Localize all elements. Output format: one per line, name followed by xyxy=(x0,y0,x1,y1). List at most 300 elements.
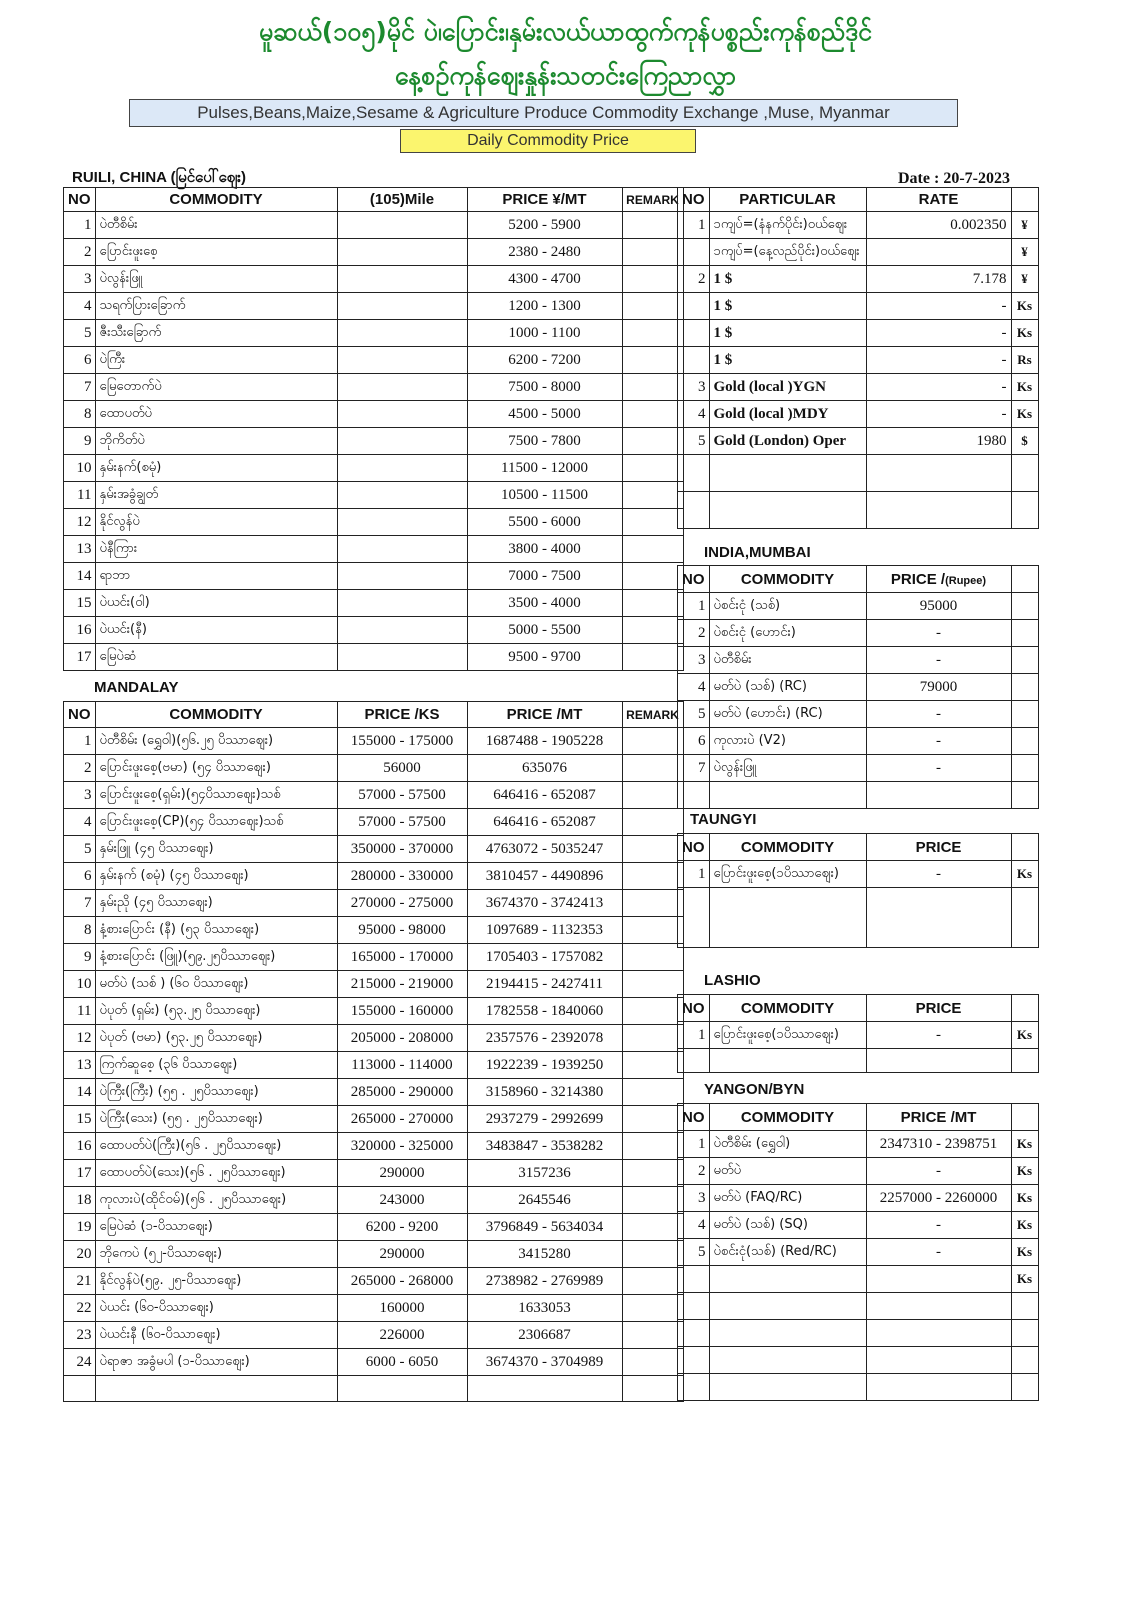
table-cell xyxy=(866,492,1011,529)
table-cell: Gold (London) Oper xyxy=(709,428,866,455)
table-cell xyxy=(622,374,683,401)
table-cell xyxy=(678,1320,710,1347)
table-cell xyxy=(709,782,866,809)
table-cell xyxy=(622,863,683,890)
table-cell: 2645546 xyxy=(467,1187,622,1214)
table-row xyxy=(64,1133,684,1160)
table-cell: ထောပတ်ပဲ(ကြီး)(၅၆ . ၂၅ပိဿာဈေး) xyxy=(95,1133,337,1160)
table-cell xyxy=(1011,728,1038,755)
table-cell: 3 xyxy=(678,1185,710,1212)
table-cell xyxy=(1011,888,1038,948)
table-cell: ပဲယင်းနီ (၆၀-ပိဿာဈေး) xyxy=(95,1322,337,1349)
lashio-price-table xyxy=(677,994,1039,1073)
table-cell: မတ်ပဲ (သစ်) (SQ) xyxy=(709,1212,866,1239)
table-cell: 265000 - 270000 xyxy=(337,1106,467,1133)
table-row xyxy=(64,266,684,293)
table-cell: ပဲယင်း(ဝါ) xyxy=(95,590,337,617)
table-cell xyxy=(622,1295,683,1322)
table-cell: 2306687 xyxy=(467,1322,622,1349)
table-cell: 2380 - 2480 xyxy=(467,239,622,266)
table-cell xyxy=(866,455,1011,492)
table-row xyxy=(678,701,1039,728)
india-section-label: INDIA,MUMBAI xyxy=(704,544,811,561)
table-cell: 2 xyxy=(64,239,96,266)
table-cell: 3796849 - 5634034 xyxy=(467,1214,622,1241)
table-cell: 1 $ xyxy=(709,293,866,320)
table-cell: 7 xyxy=(64,890,96,917)
table-cell xyxy=(678,1347,710,1374)
table-header-row xyxy=(678,995,1039,1022)
table-cell: 95000 - 98000 xyxy=(337,917,467,944)
table-cell: 0.002350 xyxy=(866,212,1011,239)
table-row xyxy=(678,266,1039,293)
table-cell: 1200 - 1300 xyxy=(467,293,622,320)
table-cell: မြေပဲဆံ xyxy=(95,644,337,671)
table-cell xyxy=(709,492,866,529)
table-row xyxy=(64,239,684,266)
table-cell: Ks xyxy=(1011,401,1038,428)
col-header-no: NO xyxy=(678,566,710,593)
table-row xyxy=(678,593,1039,620)
table-cell: ဇီးသီးခြောက် xyxy=(95,320,337,347)
table-cell xyxy=(678,455,710,492)
table-cell: 290000 xyxy=(337,1241,467,1268)
table-cell: ပြောင်းဖူးစေ့(၁ပိဿာဈေး) xyxy=(709,861,866,888)
table-cell xyxy=(678,1293,710,1320)
table-cell xyxy=(709,1293,866,1320)
table-row xyxy=(64,1025,684,1052)
col-header-no: NO xyxy=(678,188,710,212)
table-row xyxy=(64,428,684,455)
table-row xyxy=(64,644,684,671)
table-row xyxy=(64,509,684,536)
table-cell: 1000 - 1100 xyxy=(467,320,622,347)
table-cell xyxy=(622,1376,683,1402)
table-cell: 15 xyxy=(64,1106,96,1133)
col-header-commodity: COMMODITY xyxy=(95,188,337,212)
table-cell: 6200 - 7200 xyxy=(467,347,622,374)
table-cell: 6200 - 9200 xyxy=(337,1214,467,1241)
table-cell: 265000 - 268000 xyxy=(337,1268,467,1295)
table-cell xyxy=(337,239,467,266)
table-cell: 15 xyxy=(64,590,96,617)
table-cell xyxy=(337,590,467,617)
table-cell xyxy=(866,1374,1011,1401)
col-header-price-mt: PRICE /MT xyxy=(467,702,622,728)
table-cell: 7000 - 7500 xyxy=(467,563,622,590)
ruili-price-table xyxy=(63,187,684,671)
table-cell: မတ်ပဲ (ဟောင်း) (RC) xyxy=(709,701,866,728)
table-cell: 155000 - 175000 xyxy=(337,728,467,755)
table-cell: 56000 xyxy=(337,755,467,782)
table-cell: Ks xyxy=(1011,1239,1038,1266)
table-row xyxy=(678,728,1039,755)
table-cell: 5 xyxy=(678,428,710,455)
table-cell: ကုလားပဲ(ထိုင်ဝမ်)(၅၆ . ၂၅ပိဿာဈေး) xyxy=(95,1187,337,1214)
table-header-row xyxy=(64,702,684,728)
table-cell xyxy=(1011,701,1038,728)
table-cell: 646416 - 652087 xyxy=(467,782,622,809)
table-cell: 14 xyxy=(64,1079,96,1106)
table-cell: 8 xyxy=(64,917,96,944)
table-cell: ပြောင်းဖူးစေ့(CP)(၅၄ ပိဿာဈေး)သစ် xyxy=(95,809,337,836)
table-cell: မတ်ပဲ (FAQ/RC) xyxy=(709,1185,866,1212)
table-cell xyxy=(622,944,683,971)
table-cell xyxy=(622,998,683,1025)
table-cell: 1097689 - 1132353 xyxy=(467,917,622,944)
table-cell: ပဲတီစိမ်း (ရွှေဝါ)(၅၆.၂၅ ပိဿာဈေး) xyxy=(95,728,337,755)
table-cell xyxy=(709,1320,866,1347)
table-row xyxy=(64,890,684,917)
mandalay-price-table xyxy=(63,701,684,1402)
table-cell: ပဲပုတ် (ဗမာ) (၅၃.၂၅ ပိဿာဈေး) xyxy=(95,1025,337,1052)
table-cell: မြေပဲဆံ (၁-ပိဿာဈေး) xyxy=(95,1214,337,1241)
col-header-unit xyxy=(1011,188,1038,212)
table-cell xyxy=(1011,1049,1038,1073)
table-row xyxy=(64,836,684,863)
table-cell xyxy=(622,836,683,863)
table-cell: - xyxy=(866,347,1011,374)
table-cell: နိုင်လွန်ပဲ(၅၉. ၂၅-ပိဿာဈေး) xyxy=(95,1268,337,1295)
col-header-no: NO xyxy=(64,702,96,728)
table-row xyxy=(64,1214,684,1241)
table-row xyxy=(64,212,684,239)
table-row xyxy=(678,374,1039,401)
table-cell xyxy=(337,1376,467,1402)
table-cell: 16 xyxy=(64,1133,96,1160)
table-cell xyxy=(622,563,683,590)
table-cell xyxy=(337,347,467,374)
col-header-unit xyxy=(1011,1104,1038,1131)
table-cell: - xyxy=(866,1158,1011,1185)
table-cell: မတ်ပဲ (သစ် ) (၆၀ ပိဿာဈေး) xyxy=(95,971,337,998)
table-cell: 1 xyxy=(678,1022,710,1049)
table-cell: 205000 - 208000 xyxy=(337,1025,467,1052)
table-cell: မြေတောက်ပဲ xyxy=(95,374,337,401)
table-cell: 1 xyxy=(64,212,96,239)
table-cell: Ks xyxy=(1011,1158,1038,1185)
table-cell: 16 xyxy=(64,617,96,644)
table-row xyxy=(64,293,684,320)
table-cell: 4 xyxy=(64,809,96,836)
table-cell xyxy=(622,617,683,644)
table-cell: နိုင်လွန်ပဲ xyxy=(95,509,337,536)
table-cell: ပဲနီကြား xyxy=(95,536,337,563)
table-row xyxy=(64,998,684,1025)
table-cell: 95000 xyxy=(866,593,1011,620)
table-cell: 2738982 - 2769989 xyxy=(467,1268,622,1295)
table-cell xyxy=(337,374,467,401)
table-row xyxy=(678,674,1039,701)
table-row xyxy=(678,755,1039,782)
table-row xyxy=(64,863,684,890)
table-cell xyxy=(622,401,683,428)
table-cell xyxy=(622,890,683,917)
table-row xyxy=(64,1241,684,1268)
table-cell: 12 xyxy=(64,509,96,536)
col-header-no: NO xyxy=(678,995,710,1022)
table-cell: - xyxy=(866,320,1011,347)
table-cell: 635076 xyxy=(467,755,622,782)
table-cell: 1687488 - 1905228 xyxy=(467,728,622,755)
table-cell: 79000 xyxy=(866,674,1011,701)
table-cell: 646416 - 652087 xyxy=(467,809,622,836)
table-row xyxy=(64,536,684,563)
table-cell: 9500 - 9700 xyxy=(467,644,622,671)
table-cell: ပဲတီစိမ်း xyxy=(95,212,337,239)
table-cell xyxy=(622,644,683,671)
table-row xyxy=(64,755,684,782)
table-cell: - xyxy=(866,728,1011,755)
table-cell: ဘိုကိတ်ပဲ xyxy=(95,428,337,455)
table-cell: Ks xyxy=(1011,1212,1038,1239)
table-row xyxy=(678,401,1039,428)
table-cell: 14 xyxy=(64,563,96,590)
report-date: Date : 20-7-2023 xyxy=(898,170,1010,187)
table-cell: နှမ်းနက်(စမုံ) xyxy=(95,455,337,482)
table-row xyxy=(678,1131,1039,1158)
table-cell: 6 xyxy=(64,863,96,890)
table-cell: - xyxy=(866,401,1011,428)
table-cell: 1 xyxy=(64,728,96,755)
table-cell: ပြောင်းဖူးစေ့(၁ပိဿာဈေး) xyxy=(709,1022,866,1049)
table-row xyxy=(64,1268,684,1295)
table-cell xyxy=(622,1268,683,1295)
table-cell xyxy=(678,293,710,320)
table-row xyxy=(678,428,1039,455)
col-header-price: PRICE ¥/MT xyxy=(467,188,622,212)
table-row xyxy=(64,809,684,836)
table-cell: $ xyxy=(1011,428,1038,455)
title-myanmar-line-1: မူဆယ်(၁၀၅)မိုင် ပဲ၊ပြောင်း၊နှမ်းလယ်ယာထွက်ကုန်ပစ္စည်းကုန်စည်ဒိုင် xyxy=(258,17,872,46)
table-cell xyxy=(622,755,683,782)
table-row-empty xyxy=(678,492,1039,529)
table-cell: 290000 xyxy=(337,1160,467,1187)
table-cell xyxy=(622,590,683,617)
table-cell: ပဲလွန်းဖြူ xyxy=(95,266,337,293)
col-header-remark: REMARK xyxy=(622,702,683,728)
table-cell: 19 xyxy=(64,1214,96,1241)
table-cell xyxy=(709,1266,866,1293)
table-cell: ပဲတီစိမ်း xyxy=(709,647,866,674)
table-cell: မတ်ပဲ xyxy=(709,1158,866,1185)
table-cell: 1 $ xyxy=(709,320,866,347)
table-cell: 21 xyxy=(64,1268,96,1295)
table-cell: 11 xyxy=(64,482,96,509)
table-cell xyxy=(622,809,683,836)
table-cell xyxy=(622,1133,683,1160)
yangon-price-table xyxy=(677,1103,1039,1401)
col-header-commodity: COMMODITY xyxy=(709,566,866,593)
table-cell: - xyxy=(866,861,1011,888)
table-cell: 3158960 - 3214380 xyxy=(467,1079,622,1106)
table-cell: 11500 - 12000 xyxy=(467,455,622,482)
exchange-rate-table xyxy=(677,187,1039,529)
table-cell: 57000 - 57500 xyxy=(337,809,467,836)
table-row xyxy=(64,782,684,809)
table-cell: ပဲကြီး xyxy=(95,347,337,374)
table-cell xyxy=(709,1374,866,1401)
table-cell: Ks xyxy=(1011,293,1038,320)
table-row xyxy=(64,728,684,755)
table-cell xyxy=(1011,455,1038,492)
table-cell xyxy=(622,1052,683,1079)
table-cell xyxy=(866,1293,1011,1320)
table-cell xyxy=(678,782,710,809)
table-cell: 11 xyxy=(64,998,96,1025)
table-cell: 5 xyxy=(678,701,710,728)
table-row-empty xyxy=(678,455,1039,492)
table-cell xyxy=(866,1320,1011,1347)
table-row xyxy=(678,239,1039,266)
col-header-commodity: COMMODITY xyxy=(709,995,866,1022)
table-cell xyxy=(709,1049,866,1073)
table-cell: 1 xyxy=(678,593,710,620)
table-cell xyxy=(709,1347,866,1374)
table-cell: Ks xyxy=(1011,320,1038,347)
table-cell: 8 xyxy=(64,401,96,428)
table-cell xyxy=(678,888,710,948)
col-header-unit xyxy=(1011,834,1038,861)
table-cell xyxy=(1011,755,1038,782)
table-cell: 3800 - 4000 xyxy=(467,536,622,563)
table-cell xyxy=(622,266,683,293)
table-cell: ပဲရာဇာ အခွံမပါ (၁-ပိဿာဈေး) xyxy=(95,1349,337,1376)
table-cell: 3 xyxy=(678,647,710,674)
table-cell: ပဲကြီး(သေး) (၅၅ . ၂၅ပိဿာဈေး) xyxy=(95,1106,337,1133)
col-header-no: NO xyxy=(678,1104,710,1131)
table-row xyxy=(64,455,684,482)
table-cell xyxy=(622,347,683,374)
table-cell xyxy=(337,563,467,590)
table-cell: 3500 - 4000 xyxy=(467,590,622,617)
table-cell: 1 $ xyxy=(709,347,866,374)
col-header-price: PRICE xyxy=(866,834,1011,861)
table-cell: 4763072 - 5035247 xyxy=(467,836,622,863)
table-cell xyxy=(866,1347,1011,1374)
table-cell: 2 xyxy=(678,1158,710,1185)
table-cell: - xyxy=(866,1239,1011,1266)
table-cell: 5200 - 5900 xyxy=(467,212,622,239)
table-cell: 9 xyxy=(64,944,96,971)
table-cell: 270000 - 275000 xyxy=(337,890,467,917)
table-cell xyxy=(866,782,1011,809)
table-row xyxy=(678,212,1039,239)
col-header-no: NO xyxy=(678,834,710,861)
table-cell: 6 xyxy=(64,347,96,374)
table-cell: 4300 - 4700 xyxy=(467,266,622,293)
table-cell: 3157236 xyxy=(467,1160,622,1187)
yangon-section-label: YANGON/BYN xyxy=(704,1081,805,1098)
table-cell: ပြောင်းဖူးစေ့(ဗမာ) (၅၄ ပိဿာဈေး) xyxy=(95,755,337,782)
table-cell: 280000 - 330000 xyxy=(337,863,467,890)
table-cell: 4 xyxy=(678,1212,710,1239)
table-cell xyxy=(622,455,683,482)
table-cell: 350000 - 370000 xyxy=(337,836,467,863)
table-row xyxy=(678,320,1039,347)
table-cell: 160000 xyxy=(337,1295,467,1322)
table-cell xyxy=(337,428,467,455)
table-cell: 24 xyxy=(64,1349,96,1376)
table-cell: 2357576 - 2392078 xyxy=(467,1025,622,1052)
table-cell xyxy=(622,320,683,347)
table-cell xyxy=(622,1214,683,1241)
table-cell: 285000 - 290000 xyxy=(337,1079,467,1106)
table-row xyxy=(678,1185,1039,1212)
table-cell: ¥ xyxy=(1011,266,1038,293)
table-cell: 3415280 xyxy=(467,1241,622,1268)
table-cell xyxy=(1011,674,1038,701)
table-row xyxy=(64,1079,684,1106)
table-cell xyxy=(709,455,866,492)
table-cell: - xyxy=(866,647,1011,674)
col-header-remark: REMARK xyxy=(622,188,683,212)
table-row xyxy=(64,374,684,401)
table-row xyxy=(64,1349,684,1376)
table-cell: 1922239 - 1939250 xyxy=(467,1052,622,1079)
table-row xyxy=(64,320,684,347)
table-cell xyxy=(678,320,710,347)
table-cell: 17 xyxy=(64,1160,96,1187)
table-cell xyxy=(622,1187,683,1214)
table-cell: Ks xyxy=(1011,1185,1038,1212)
table-cell: Ks xyxy=(1011,1022,1038,1049)
table-cell: 3 xyxy=(678,374,710,401)
table-row xyxy=(64,917,684,944)
table-cell xyxy=(337,455,467,482)
table-cell: 226000 xyxy=(337,1322,467,1349)
table-cell: နှမ်းညို (၄၅ ပိဿာဈေး) xyxy=(95,890,337,917)
table-cell: 4 xyxy=(64,293,96,320)
table-cell: Ks xyxy=(1011,1266,1038,1293)
table-cell: ကုလားပဲ (V2) xyxy=(709,728,866,755)
table-cell: 3 xyxy=(64,782,96,809)
table-cell: 1 xyxy=(678,861,710,888)
table-cell xyxy=(337,320,467,347)
table-cell xyxy=(467,1376,622,1402)
table-header-row xyxy=(678,1104,1039,1131)
table-cell: Ks xyxy=(1011,861,1038,888)
table-cell: Ks xyxy=(1011,1131,1038,1158)
table-cell: ¥ xyxy=(1011,212,1038,239)
col-header-commodity: COMMODITY xyxy=(709,834,866,861)
table-cell: 7 xyxy=(678,755,710,782)
table-cell xyxy=(622,971,683,998)
table-row xyxy=(64,590,684,617)
table-cell: 1 $ xyxy=(709,266,866,293)
table-cell xyxy=(622,917,683,944)
table-cell: ¥ xyxy=(1011,239,1038,266)
table-cell xyxy=(622,1079,683,1106)
table-cell: 5500 - 6000 xyxy=(467,509,622,536)
table-cell xyxy=(678,1374,710,1401)
table-cell: 7 xyxy=(64,374,96,401)
table-cell: 4500 - 5000 xyxy=(467,401,622,428)
table-row xyxy=(678,293,1039,320)
india-price-table xyxy=(677,565,1039,809)
table-cell xyxy=(337,617,467,644)
col-header-particular: PARTICULAR xyxy=(709,188,866,212)
table-cell: 1980 xyxy=(866,428,1011,455)
table-cell: 165000 - 170000 xyxy=(337,944,467,971)
lashio-section-label: LASHIO xyxy=(704,972,761,989)
table-cell: 3810457 - 4490896 xyxy=(467,863,622,890)
table-cell: ပဲစင်းငုံ (သစ်) xyxy=(709,593,866,620)
table-cell xyxy=(1011,593,1038,620)
table-cell: ၁ကျပ်=(နံနက်ပိုင်း)ဝယ်ဈေး xyxy=(709,212,866,239)
table-row xyxy=(678,1266,1039,1293)
table-cell: 13 xyxy=(64,536,96,563)
